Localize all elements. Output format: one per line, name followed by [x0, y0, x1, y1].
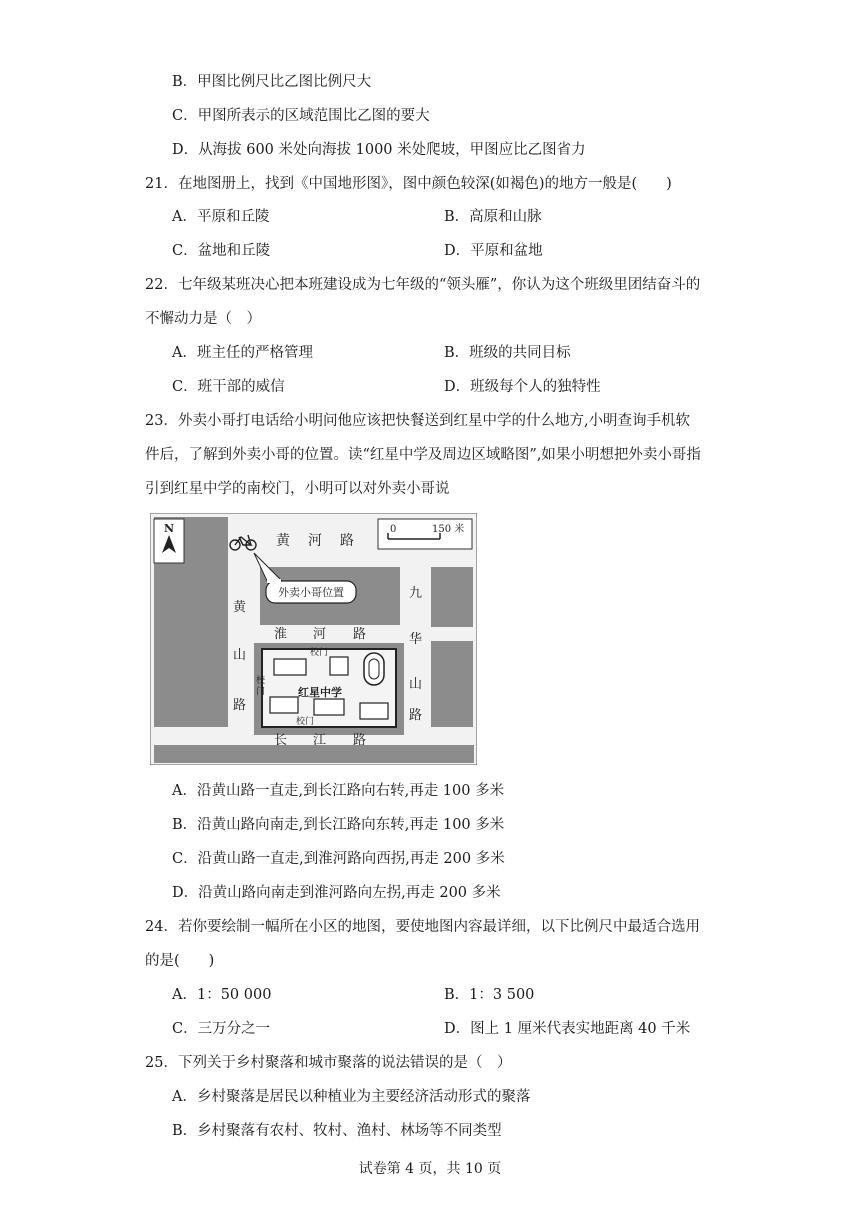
school-building — [360, 703, 388, 719]
school-area-map — [150, 513, 477, 765]
q22-option-d: D．班级每个人的独特性 — [444, 379, 601, 395]
road-jiuhuashan-2: 华 — [409, 632, 423, 647]
school-building — [270, 697, 298, 713]
courier-location-label: 外卖小哥位置 — [278, 586, 344, 599]
gate-north-label: 校门 — [310, 648, 329, 658]
road-huanghe-2: 河 — [308, 533, 322, 549]
q24-option-b: B．1：3 500 — [444, 987, 535, 1003]
school-building — [274, 659, 306, 675]
q20-option-b: B．甲图比例尺比乙图比例尺大 — [172, 74, 372, 90]
scale-zero: 0 — [390, 524, 397, 535]
q23-option-d: D．沿黄山路向南走到淮河路向左拐,再走 200 多米 — [172, 885, 501, 901]
road-huaihe-3: 路 — [353, 627, 367, 642]
q23-option-b: B．沿黄山路向南走,到长江路向东转,再走 100 多米 — [172, 817, 505, 833]
school-building — [330, 657, 348, 675]
q21-option-d: D．平原和盆地 — [444, 243, 543, 259]
gate-west-label-2: 门 — [256, 687, 266, 697]
q22-stem-line1: 22．七年级某班决心把本班建设成为七年级的“领头雁”，你认为这个班级里团结奋斗的 — [145, 277, 701, 293]
q24-option-c: C．三万分之一 — [172, 1021, 271, 1037]
q22-option-a: A．班主任的严格管理 — [172, 345, 313, 361]
road-jiuhuashan-3: 山 — [409, 677, 423, 692]
road-jiuhuashan-1: 九 — [409, 586, 423, 601]
q24-option-a: A．1：50 000 — [172, 987, 272, 1003]
q22-option-c: C．班干部的威信 — [172, 379, 285, 395]
school-building — [314, 699, 344, 715]
road-huangshan-1: 黄 — [233, 600, 247, 615]
q21-option-c: C．盆地和丘陵 — [172, 243, 271, 259]
q23-option-c: C．沿黄山路一直走,到淮河路向西拐,再走 200 多米 — [172, 851, 505, 867]
q24-option-d: D．图上 1 厘米代表实地距离 40 千米 — [444, 1021, 691, 1037]
scale-length: 150 米 — [432, 524, 465, 535]
road-changjiang-3: 路 — [353, 733, 367, 748]
q23-stem-line3: 引到红星中学的南校门，小明可以对外卖小哥说 — [145, 481, 450, 497]
q24-stem-line2: 的是( ) — [145, 953, 215, 969]
q22-option-b: B．班级的共同目标 — [444, 345, 571, 361]
q23-stem-line2: 件后，了解到外卖小哥的位置。读“红星中学及周边区域略图”,如果小明想把外卖小哥指 — [145, 447, 701, 463]
school-name: 红星中学 — [298, 686, 342, 699]
q23-option-a: A．沿黄山路一直走,到长江路向右转,再走 100 多米 — [172, 783, 505, 799]
q22-stem-line2: 不懈动力是（ ） — [145, 311, 261, 327]
q20-option-c: C．甲图所表示的区域范围比乙图的要大 — [172, 108, 430, 124]
q21-stem: 21．在地图册上，找到《中国地形图》，图中颜色较深(如褐色)的地方一般是( ) — [145, 176, 672, 192]
q23-stem-line1: 23．外卖小哥打电话给小明问他应该把快餐送到红星中学的什么地方,小明查询手机软 — [145, 413, 691, 429]
road-huangshan-3: 路 — [233, 698, 247, 713]
q21-option-a: A．平原和丘陵 — [172, 209, 270, 225]
road-huaihe-2: 河 — [313, 627, 327, 642]
road-huangshan-2: 山 — [233, 648, 247, 663]
road-huanghe-3: 路 — [340, 533, 354, 549]
road-huanghe-1: 黄 — [276, 533, 290, 549]
gate-west-label-1: 校 — [256, 676, 266, 686]
gate-south-label: 校门 — [296, 717, 315, 727]
map-block-ne — [431, 567, 473, 627]
north-label: N — [163, 522, 175, 535]
map-block-east — [431, 641, 473, 727]
q20-option-d: D．从海拔 600 米处向海拔 1000 米处爬坡，甲图应比乙图省力 — [172, 142, 586, 158]
q25-option-a: A．乡村聚落是居民以种植业为主要经济活动形式的聚落 — [172, 1089, 531, 1105]
q21-option-b: B．高原和山脉 — [444, 209, 542, 225]
page-footer: 试卷第 4 页，共 10 页 — [358, 1161, 502, 1177]
q24-stem-line1: 24．若你要绘制一幅所在小区的地图，要使地图内容最详细，以下比例尺中最适合选用 — [145, 919, 700, 935]
road-huaihe-1: 淮 — [274, 627, 288, 642]
q25-option-b: B．乡村聚落有农村、牧村、渔村、林场等不同类型 — [172, 1123, 502, 1139]
road-jiuhuashan-4: 路 — [409, 708, 423, 723]
q25-stem: 25．下列关于乡村聚落和城市聚落的说法错误的是（ ） — [145, 1055, 512, 1071]
road-changjiang-2: 江 — [313, 733, 327, 748]
road-changjiang-1: 长 — [274, 733, 288, 748]
